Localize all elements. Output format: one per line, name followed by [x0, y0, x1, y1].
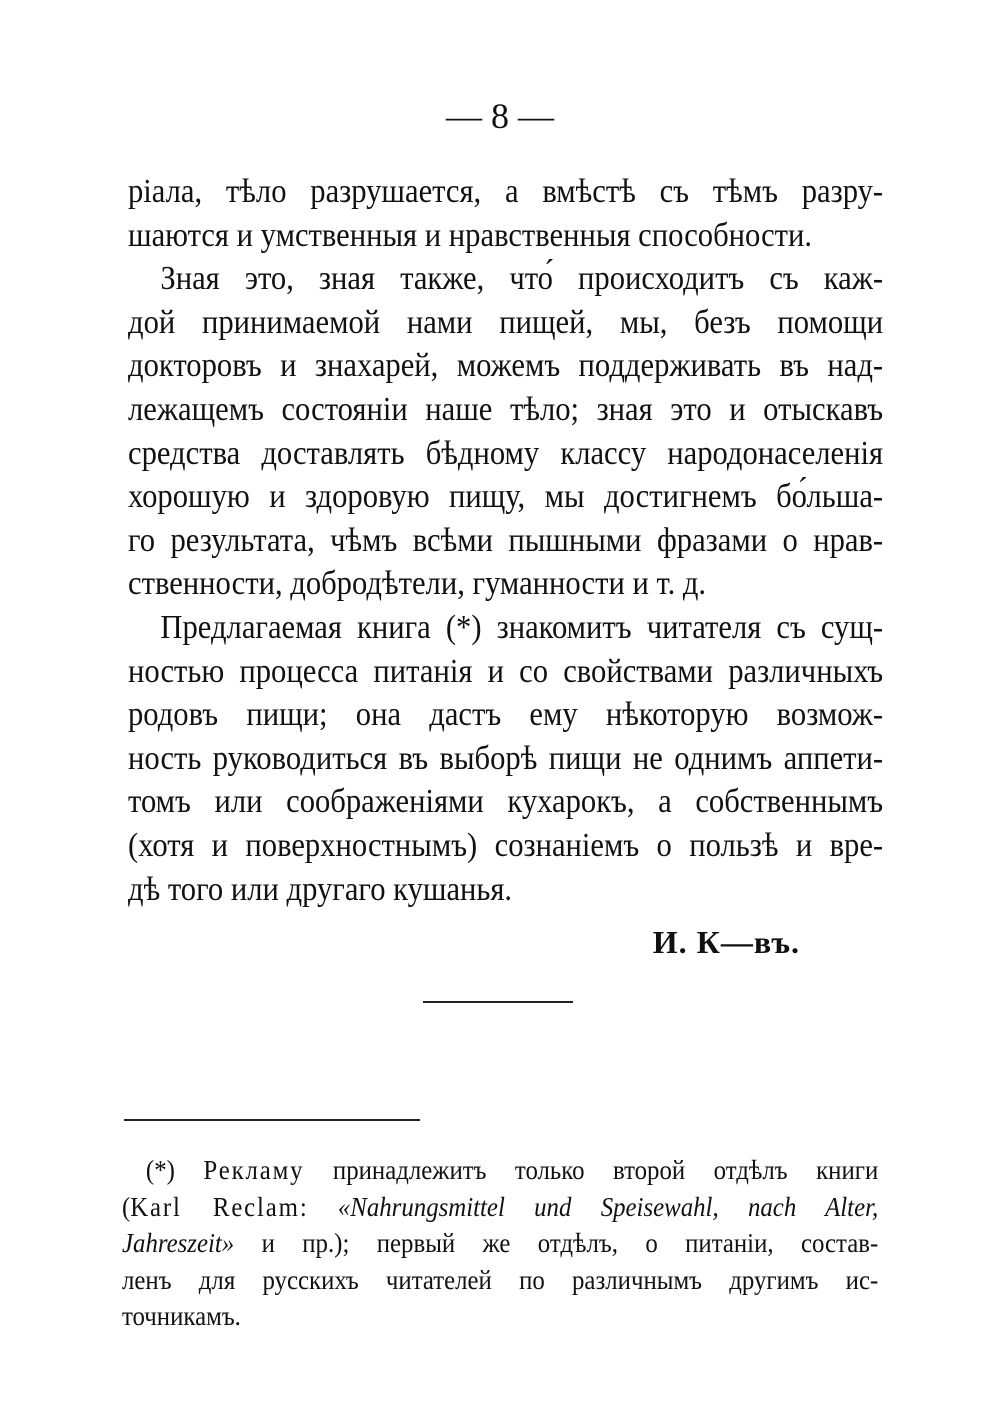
footnote-marker: (*)	[145, 1155, 175, 1185]
footnote-line	[122, 1189, 878, 1226]
page-number: — 8 —	[446, 96, 554, 136]
text-line: хорошую и здоровую пищу, мы достигнемъ бо́льша-	[128, 478, 884, 516]
text-line: ріала, тѣло разрушается, а вмѣстѣ съ тѣмъ разру-	[128, 173, 884, 210]
text-line: лежащемъ состояніи наше тѣло; зная это и отыскавъ	[128, 390, 884, 428]
footnote-text: и пр.); первый же отдѣлъ, о питаніи, состав-	[261, 1228, 879, 1258]
footnote-book-title: «Nahrungsmittel und Speisewahl, nach Alter,	[337, 1191, 879, 1222]
main-text	[128, 170, 883, 911]
footnote-author: Karl Reclam:	[130, 1191, 309, 1222]
text-line: Предлагаемая книга (*) знакомитъ читателя съ сущ-	[160, 608, 884, 646]
footnote-name: Рекламу	[203, 1155, 305, 1185]
text-line: шаются и умственныя и нравственныя способности.	[128, 216, 813, 254]
text-line: го результата, чѣмъ всѣми пышными фразами о нрав-	[128, 521, 884, 559]
footnote-line	[122, 1152, 878, 1189]
text-line: Зная это, зная также, что́ происходитъ съ каж-	[160, 260, 884, 298]
footnote-text: (	[122, 1191, 131, 1222]
footnote-line: точникамъ.	[122, 1301, 241, 1331]
text-line: докторовъ и знахарей, можемъ поддерживать въ над-	[128, 347, 884, 385]
footnote-divider	[124, 1119, 420, 1121]
footnote-line: ленъ для русскихъ читателей по различнымъ другимъ ис-	[122, 1264, 879, 1295]
text-line: ностью процесса питанія и со свойствами различныхъ	[128, 652, 884, 690]
footnote-book-title: Jahreszeit»	[122, 1228, 235, 1258]
signature: И. К—въ.	[652, 924, 800, 960]
footnote-text: принадлежитъ только второй отдѣлъ книги	[332, 1155, 879, 1185]
footnote-line	[122, 1225, 878, 1262]
text-line: родовъ пищи; она дастъ ему нѣкоторую возмож-	[128, 696, 884, 734]
text-line: (хотя и поверхностнымъ) сознаніемъ о пользѣ и вре-	[128, 826, 884, 864]
text-line: ственности, добродѣтели, гуманности и т. д.	[128, 565, 707, 603]
text-line: средства доставлять бѣдному классу народонаселенія	[128, 434, 884, 472]
footnote	[122, 1152, 878, 1335]
text-line: дой принимаемой нами пищей, мы, безъ помощи	[128, 303, 884, 341]
section-divider	[423, 1001, 573, 1003]
text-line: томъ или соображеніями кухарокъ, а собственнымъ	[128, 783, 884, 821]
text-line: ность руководиться въ выборѣ пищи не однимъ аппети-	[128, 739, 884, 777]
text-line: дѣ того или другаго кушанья.	[128, 870, 513, 908]
